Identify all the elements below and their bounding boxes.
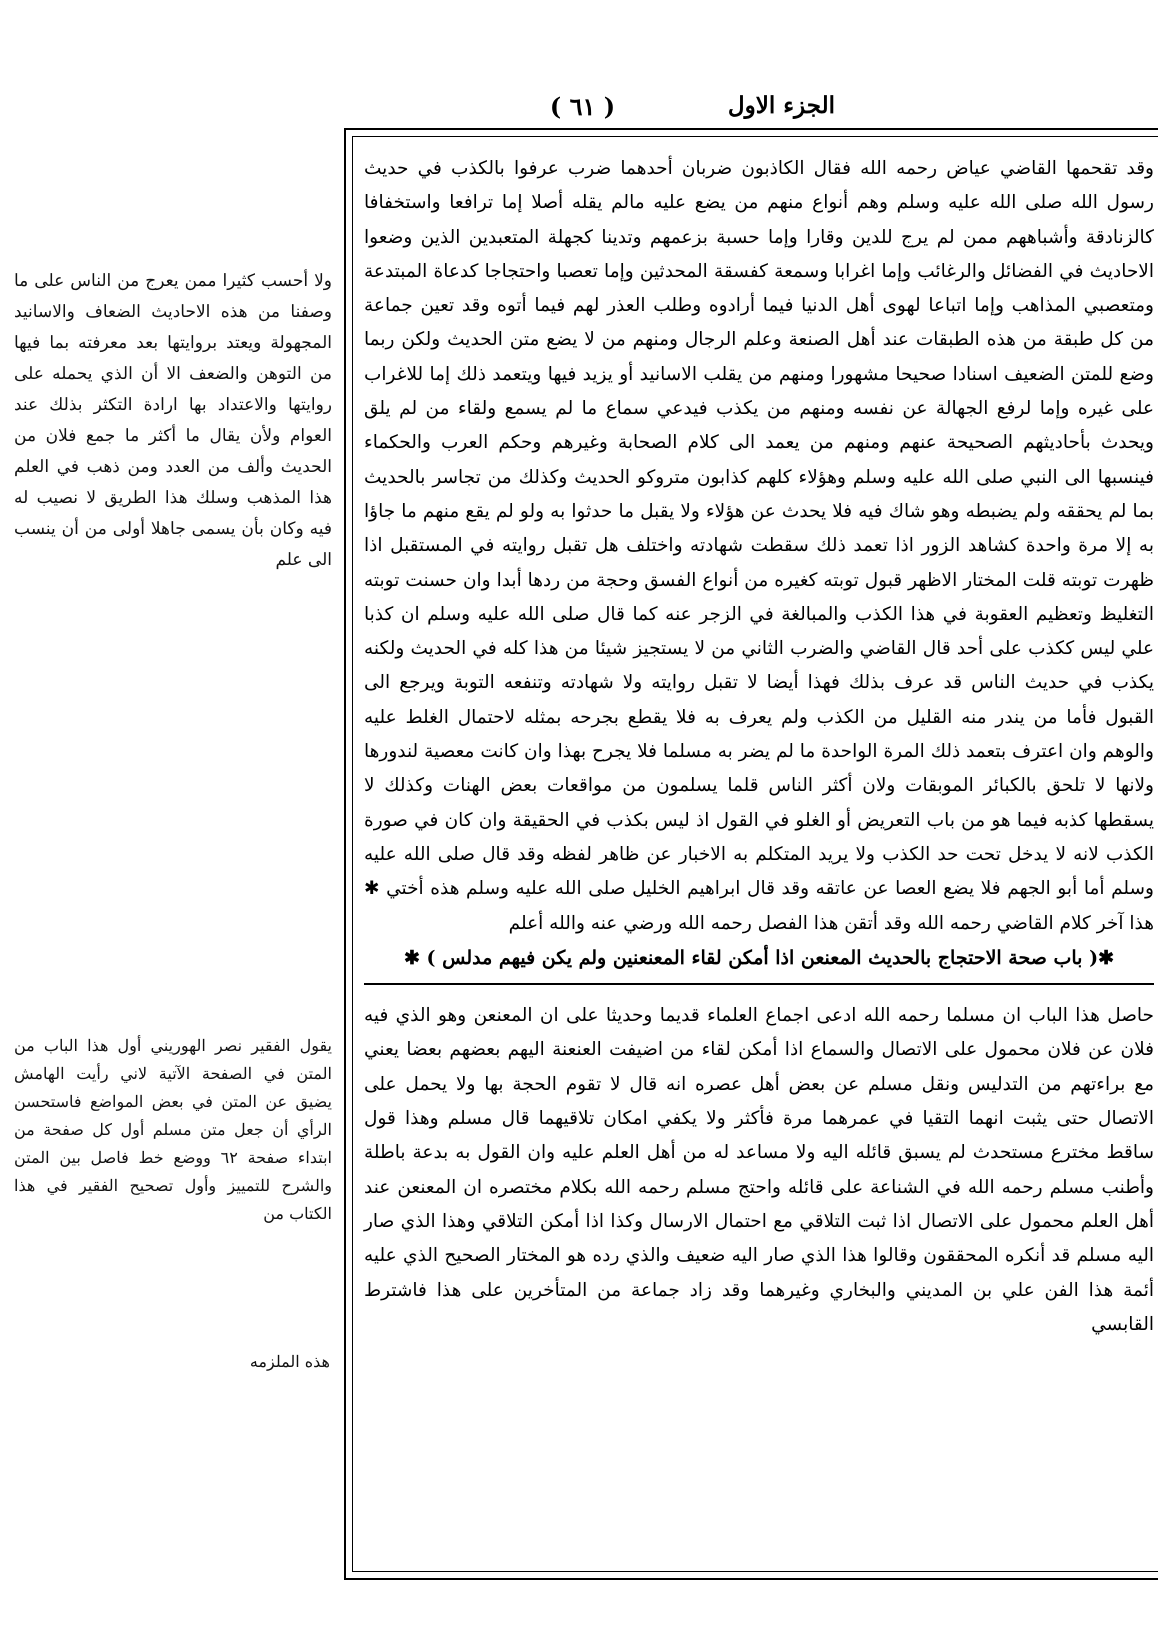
part-label: الجزء الاول <box>727 92 835 119</box>
commentary-paragraph-2: حاصل هذا الباب ان مسلما رحمه الله ادعى اجماع العلماء قديما وحديثا على ان المعنعن وهو الذي فيه فلان عن فلان محمول على الاتصال والسماع اذا أمكن لقاء من اضيفت العنعنة اليهم بعضهم بعضا يعني مع براءتهم من التدليس ونقل مسلم عن بعض أهل عصره انه قال لا تقوم الحجة بها ولا يحمل على الاتصال حتى يثبت انهما التقيا في عمرهما مرة فأكثر ولا يكفي امكان تلاقيهما قال مسلم وهذا قول ساقط مخترع مستحدث لم يسبق قائله اليه ولا مساعد له من أهل العلم عليه وان القول به بدعة باطلة وأطنب مسلم رحمه الله في الشناعة على قائله واحتج مسلم رحمه الله بكلام مختصره ان المعنعن عند أهل العلم محمول على الاتصال اذا ثبت التلاقي مع احتمال الارسال وكذا اذا أمكن التلاقي وهذا الذي صار اليه مسلم قد أنكره المحققون وقالوا هذا الذي صار اليه ضعيف والذي رده هو المختار الصحيح الذي عليه أئمة هذا الفن علي بن المديني والبخاري وغيرهما وقد زاد جماعة من المتأخرين على هذا فاشترط القابسي <box>364 1005 1154 1335</box>
commentary-paragraph-1: وقد تقحمها القاضي عياض رحمه الله فقال الكاذبون ضربان أحدهما ضرب عرفوا بالكذب في حديث رسول الله صلى الله عليه وسلم وهم أنواع منهم من يضع عليه مالم يقله أصلا إما ترافعا واستخفافا كالزنادقة وأشباههم ممن لم يرج للدين وقارا وإما حسبة بزعمهم وتدينا كجهلة المتعبدين الذين وضعوا الاحاديث في الفضائل والرغائب وإما اغرابا وسمعة كفسقة المحدثين وإما تعصبا واحتجاجا كدعاة المبتدعة ومتعصبي المذاهب وإما اتباعا لهوى أهل الدنيا فيما أرادوه وطلب العذر لهم فيما أتوه وقد تعين جماعة من كل طبقة من هذه الطبقات عند أهل الصنعة وعلم الرجال ومنهم من لا يضع متن الحديث ولكن ربما وضع للمتن الضعيف اسنادا صحيحا مشهورا ومنهم من يقلب الاسانيد أو يزيد فيها ويتعمد ذلك إما للاغراب على غيره وإما لرفع الجهالة عن نفسه ومنهم من يكذب فيدعي سماع ما لم يسمع ولقاء من لم يلق ويحدث بأحاديثهم الصحيحة عنهم ومنهم من يعمد الى كلام الصحابة وغيرهم وحكم العرب والحكماء فينسبها الى النبي صلى الله عليه وسلم وهؤلاء كلهم كذابون متروكو الحديث وكذلك من تجاسر بالحديث بما لم يحققه ولم يضبطه وهو شاك فيه فلا يحدث عن هؤلاء ولا يقبل ما حدثوا به ولو لم يقع منهم ما جاؤا به إلا مرة واحدة كشاهد الزور اذا تعمد ذلك سقطت شهادته واختلف هل تقبل روايته في المستقبل اذا ظهرت توبته قلت المختار الاظهر قبول توبته كغيره من أنواع الفسق وحجة من ردها أبدا وان حسنت توبته التغليظ وتعظيم العقوبة في هذا الكذب والمبالغة في الزجر عنه كما قال صلى الله عليه وسلم ان كذبا علي ليس ككذب على أحد قال القاضي والضرب الثاني من لا يستجيز شيئا من هذا كله في الحديث ولكنه يكذب في حديث الناس قد عرف بذلك فهذا أيضا لا تقبل روايته ولا شهادته وتنفعه التوبة ويرجع الى القبول فأما من يندر منه القليل من الكذب ولم يعرف به فلا يقطع بجرحه بمثله لاحتمال الغلط عليه والوهم وان اعترف بتعمد ذلك المرة الواحدة ما لم يضر به مسلما فلا يجرح بهذا وان كانت معصية لندورها ولانها لا تلحق بالكبائر الموبقات ولان أكثر الناس قلما يسلمون من مواقعات بعض الهنات وكذلك لا يسقطها كذبه فيما هو من باب التعريض أو الغلو في القول اذ ليس بكذب في الحقيقة وان كان في صورة الكذب لانه لا يدخل تحت حد الكذب ولا يريد المتكلم به الاخبار عن ظاهر لفظه وقد قال صلى الله عليه وسلم أما أبو الجهم فلا يضع العصا عن عاتقه وقد قال ابراهيم الخليل صلى الله عليه وسلم هذه أختي ✱ هذا آخر كلام القاضي رحمه الله وقد أتقن هذا الفصل رحمه الله ورضي عنه والله أعلم <box>364 158 1155 934</box>
margin-note-editor-end: هذه الملزمه <box>249 1352 330 1371</box>
margin-note-matn: ولا أحسب كثيرا ممن يعرج من الناس على ما وصفنا من هذه الاحاديث الضعاف والاسانيد المجهولة ويعتد بروايتها بعد معرفته بما فيها من التوهن والضعف الا أن الذي يحمله على روايتها والاعتداد بها ارادة التكثر بذلك عند العوام ولأن يقال ما أكثر ما جمع فلان من الحديث وألف من العدد ومن ذهب في العلم هذا المذهب وسلك هذا الطريق لا نصيب له فيه وكان بأن يسمى جاهلا أولى من أن ينسب الى علم <box>14 271 332 570</box>
page-number: ( ٦١ ) <box>549 92 616 121</box>
section-title: ✱( باب صحة الاحتجاج بالحديث المعنعن اذا أمكن لقاء المعنعنين ولم يكن فيهم مدلس ) ✱ <box>404 946 1114 969</box>
main-text <box>364 152 1154 1342</box>
section-divider <box>364 983 1154 985</box>
margin-note-editor: يقول الفقير نصر الهوريني أول هذا الباب من المتن في الصفحة الآتية لاني رأيت الهامش يضيق عن المتن في بعض المواضع فاستحسن الرأي أن جعل متن مسلم أول كل صفحة من ابتداء صفحة ٦٢ ووضع خط فاصل بين المتن والشرح للتمييز وأول تصحيح الفقير في هذا الكتاب من <box>14 1036 333 1223</box>
page-header <box>330 92 835 132</box>
